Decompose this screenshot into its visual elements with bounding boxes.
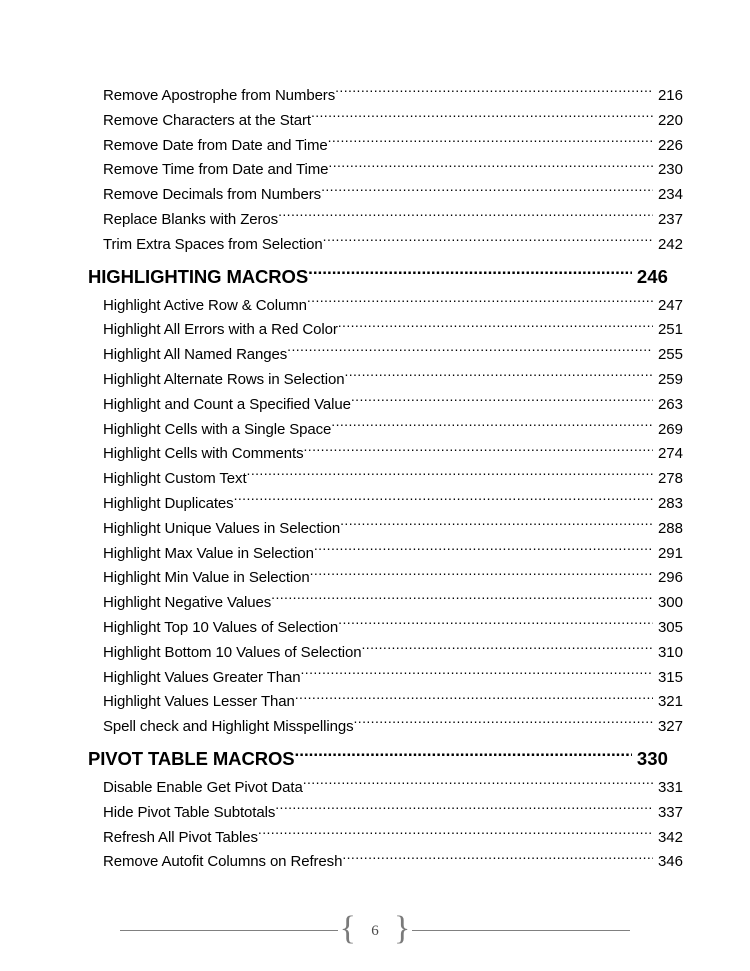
toc-dot-leader — [328, 159, 653, 174]
toc-dot-leader — [361, 642, 653, 657]
toc-dot-leader — [314, 543, 653, 558]
toc-dot-leader — [308, 265, 632, 283]
toc-entry-title: Remove Date from Date and Time — [103, 136, 328, 154]
toc-entry[interactable] — [88, 591, 683, 616]
toc-dot-leader — [304, 443, 653, 458]
toc-dot-leader — [338, 319, 653, 334]
toc-dot-leader — [354, 716, 654, 731]
toc-entry-page-number: 237 — [657, 210, 683, 228]
toc-dot-leader — [275, 802, 653, 817]
toc-entry-title: Highlight Custom Text — [103, 470, 247, 488]
toc-entry[interactable] — [88, 418, 683, 443]
toc-entry[interactable] — [88, 134, 683, 159]
toc-entry-page-number: 337 — [657, 803, 683, 821]
toc-entry-page-number: 216 — [657, 87, 683, 104]
toc-entry-title: Highlight Alternate Rows in Selection — [103, 370, 345, 388]
toc-dot-leader — [310, 567, 653, 582]
toc-entry-page-number: 247 — [657, 296, 683, 314]
toc-entry-page-number: 220 — [657, 111, 683, 129]
toc-entry-title: Highlight Cells with Comments — [103, 445, 304, 463]
toc-entry-page-number: 342 — [657, 828, 683, 846]
toc-dot-leader — [278, 209, 653, 224]
toc-dot-leader — [338, 617, 653, 632]
toc-entry-title: Highlight Negative Values — [103, 594, 272, 612]
toc-entry[interactable] — [88, 715, 683, 740]
toc-entry-page-number: 331 — [657, 778, 683, 796]
toc-entry[interactable] — [88, 616, 683, 641]
toc-entry[interactable] — [88, 467, 683, 492]
toc-dot-leader — [328, 135, 653, 150]
toc-entry-page-number: 255 — [657, 346, 683, 364]
toc-entry-title: Highlight All Named Ranges — [103, 346, 288, 364]
toc-entry[interactable] — [88, 776, 683, 801]
toc-entry-title: Remove Decimals from Numbers — [103, 186, 322, 204]
toc-entry-title: Remove Autofit Columns on Refresh — [103, 853, 343, 871]
footer-brace-right-icon: } — [394, 910, 411, 947]
toc-section-heading[interactable] — [88, 745, 668, 773]
toc-entry-page-number: 251 — [657, 321, 683, 339]
toc-entry-page-number: 310 — [657, 643, 683, 661]
toc-entry-title: Highlight Values Greater Than — [103, 668, 301, 686]
toc-entry[interactable] — [88, 826, 683, 851]
toc-entry-title: Hide Pivot Table Subtotals — [103, 803, 276, 821]
toc-dot-leader — [344, 369, 653, 384]
toc-entry-page-number: 291 — [657, 544, 683, 562]
footer-rule-right — [412, 930, 630, 931]
toc-entry-title: Highlight Cells with a Single Space — [103, 420, 332, 438]
toc-entry-page-number: 278 — [657, 470, 683, 488]
toc-entry-page-number: 230 — [657, 161, 683, 179]
toc-entry-title: Remove Characters at the Start — [103, 111, 311, 129]
toc-entry-title: Remove Apostrophe from Numbers — [103, 87, 336, 104]
toc-entry-page-number: 296 — [657, 569, 683, 587]
toc-entry[interactable] — [88, 542, 683, 567]
toc-entry-page-number: 234 — [657, 186, 683, 204]
toc-dot-leader — [301, 667, 654, 682]
toc-entry[interactable] — [88, 318, 683, 343]
toc-entry[interactable] — [88, 393, 683, 418]
toc-entry-page-number: 242 — [657, 235, 683, 253]
toc-entry-title: Highlight Unique Values in Selection — [103, 519, 341, 537]
toc-section-title: HIGHLIGHTING MACROS — [88, 265, 309, 287]
toc-entry-title: Remove Time from Date and Time — [103, 161, 329, 179]
toc-entry-page-number: 327 — [657, 718, 683, 736]
toc-entry[interactable] — [88, 109, 683, 134]
toc-entry-page-number: 321 — [657, 693, 683, 711]
toc-entry[interactable] — [88, 233, 683, 258]
toc-entry[interactable] — [88, 442, 683, 467]
toc-dot-leader — [247, 468, 653, 483]
toc-entry-page-number: 305 — [657, 618, 683, 636]
toc-entry[interactable] — [88, 183, 683, 208]
toc-dot-leader — [323, 234, 653, 249]
toc-dot-leader — [295, 691, 653, 706]
toc-entry-page-number: 263 — [657, 395, 683, 413]
toc-entry-page-number: 346 — [657, 853, 683, 871]
toc-entry-title: Highlight Values Lesser Than — [103, 693, 295, 711]
toc-entry-title: Highlight Top 10 Values of Selection — [103, 618, 339, 636]
toc-section-page-number: 246 — [636, 265, 668, 287]
toc-entry-page-number: 259 — [657, 370, 683, 388]
toc-dot-leader — [340, 518, 653, 533]
toc-entry[interactable] — [88, 368, 683, 393]
footer-brace-left-icon: { — [339, 910, 356, 947]
toc-entry[interactable] — [88, 208, 683, 233]
toc-section-heading[interactable] — [88, 263, 668, 291]
toc-entry[interactable] — [88, 641, 683, 666]
toc-entry-title: Highlight and Count a Specified Value — [103, 395, 351, 413]
toc-entry[interactable] — [88, 294, 683, 319]
toc-list — [88, 84, 683, 875]
toc-entry-title: Highlight Active Row & Column — [103, 296, 307, 314]
toc-entry-page-number: 226 — [657, 136, 683, 154]
toc-dot-leader — [234, 493, 653, 508]
toc-dot-leader — [335, 85, 653, 100]
toc-entry-title: Highlight Duplicates — [103, 494, 234, 512]
toc-entry-page-number: 283 — [657, 494, 683, 512]
toc-entry-page-number: 274 — [657, 445, 683, 463]
toc-dot-leader — [321, 184, 653, 199]
toc-entry-title: Highlight Bottom 10 Values of Selection — [103, 643, 362, 661]
toc-entry-page-number: 288 — [657, 519, 683, 537]
toc-entry-title: Highlight Max Value in Selection — [103, 544, 314, 562]
toc-entry[interactable] — [88, 84, 683, 109]
toc-entry-title: Highlight Min Value in Selection — [103, 569, 310, 587]
toc-entry[interactable] — [88, 492, 683, 517]
toc-entry-title: Disable Enable Get Pivot Data — [103, 778, 303, 796]
toc-entry[interactable] — [88, 690, 683, 715]
toc-dot-leader — [351, 394, 653, 409]
toc-dot-leader — [307, 295, 653, 310]
toc-entry-page-number: 269 — [657, 420, 683, 438]
toc-entry-title: Trim Extra Spaces from Selection — [103, 235, 323, 253]
toc-section-page-number: 330 — [636, 747, 668, 769]
page-number: 6 — [371, 922, 379, 939]
toc-section-title: PIVOT TABLE MACROS — [88, 747, 295, 769]
toc-entry[interactable] — [88, 850, 683, 875]
footer-rule-left — [120, 930, 338, 931]
toc-dot-leader — [271, 592, 653, 607]
toc-entry-page-number: 315 — [657, 668, 683, 686]
toc-dot-leader — [342, 851, 653, 866]
page-footer — [0, 906, 750, 954]
toc-entry[interactable] — [88, 801, 683, 826]
toc-dot-leader — [258, 827, 653, 842]
toc-entry-title: Highlight All Errors with a Red Color — [103, 321, 338, 339]
toc-entry-title: Spell check and Highlight Misspellings — [103, 718, 354, 736]
toc-dot-leader — [295, 747, 633, 765]
toc-entry-page-number: 300 — [657, 594, 683, 612]
toc-dot-leader — [287, 344, 653, 359]
toc-entry[interactable] — [88, 158, 683, 183]
toc-entry[interactable] — [88, 517, 683, 542]
toc-dot-leader — [331, 419, 653, 434]
toc-entry[interactable] — [88, 666, 683, 691]
toc-entry[interactable] — [88, 343, 683, 368]
toc-entry[interactable] — [88, 566, 683, 591]
toc-entry-title: Refresh All Pivot Tables — [103, 828, 258, 846]
toc-dot-leader — [303, 777, 653, 792]
toc-entry-title: Replace Blanks with Zeros — [103, 210, 279, 228]
toc-dot-leader — [311, 110, 653, 125]
